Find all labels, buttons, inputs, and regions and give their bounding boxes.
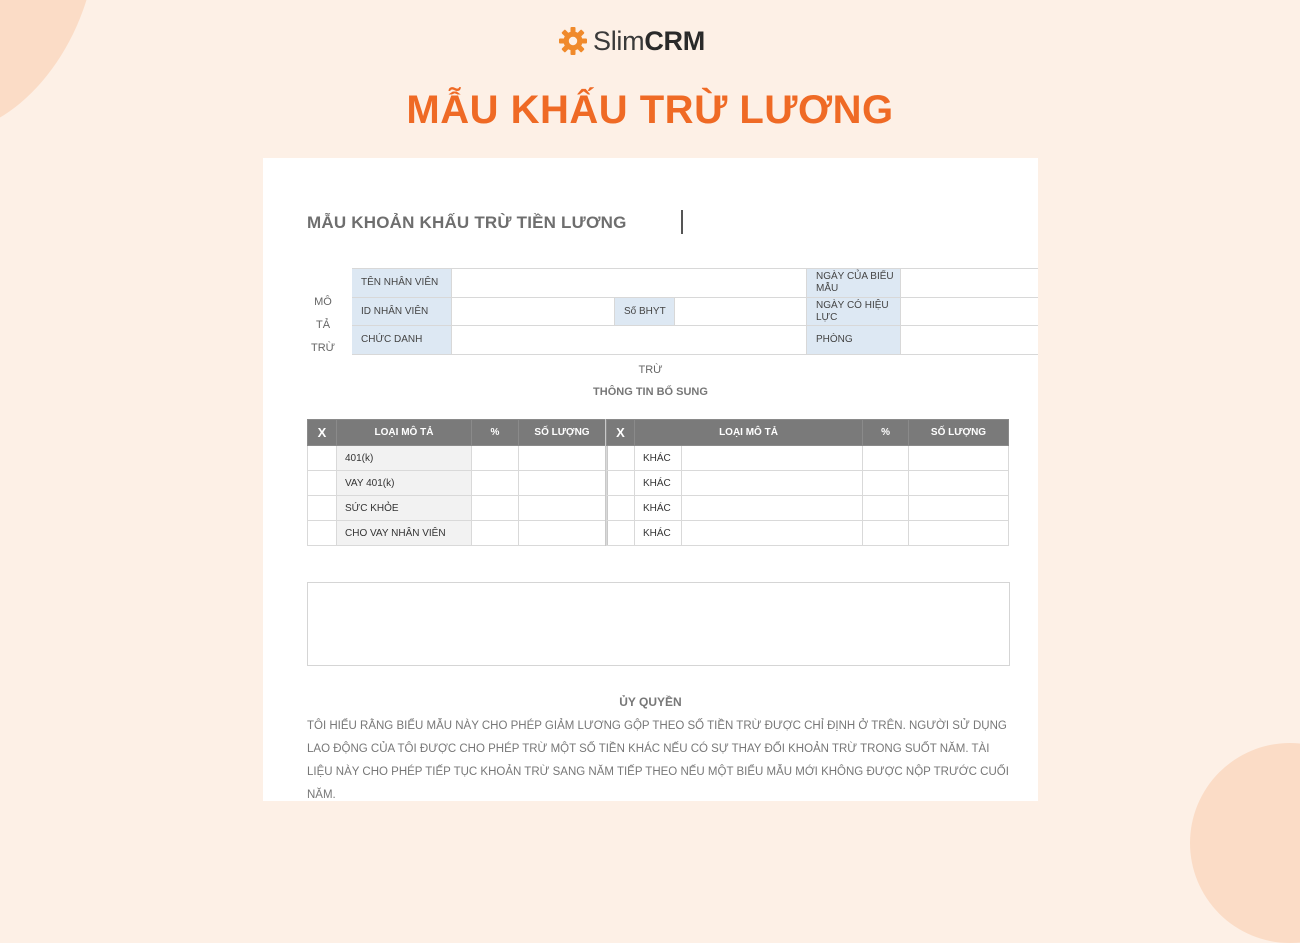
checkbox-cell[interactable] bbox=[308, 521, 337, 546]
column-header-percent: % bbox=[472, 420, 519, 446]
percent-cell[interactable] bbox=[472, 521, 519, 546]
form-date-input[interactable] bbox=[901, 269, 1038, 298]
amount-cell[interactable] bbox=[519, 496, 607, 521]
column-header-x: X bbox=[308, 420, 337, 446]
checkbox-cell[interactable] bbox=[607, 446, 635, 471]
effective-date-input[interactable] bbox=[901, 298, 1038, 326]
amount-cell[interactable] bbox=[519, 521, 607, 546]
brand-logo[interactable] bbox=[558, 24, 705, 58]
amount-cell[interactable] bbox=[909, 471, 1009, 496]
percent-cell[interactable] bbox=[472, 446, 519, 471]
deduction-type-cell: CHO VAY NHÂN VIÊN bbox=[337, 521, 472, 546]
percent-cell[interactable] bbox=[863, 521, 909, 546]
extra-info-label: THÔNG TIN BỔ SUNG bbox=[593, 386, 708, 398]
table-row bbox=[308, 521, 607, 546]
checkbox-cell[interactable] bbox=[308, 496, 337, 521]
amount-cell[interactable] bbox=[909, 496, 1009, 521]
deduction-type-cell: VAY 401(k) bbox=[337, 471, 472, 496]
deduction-type-cell: KHÁC bbox=[635, 521, 682, 546]
job-title-input[interactable] bbox=[452, 326, 807, 355]
amount-cell[interactable] bbox=[909, 446, 1009, 471]
checkbox-cell[interactable] bbox=[308, 471, 337, 496]
employee-id-input[interactable] bbox=[452, 298, 615, 326]
checkbox-cell[interactable] bbox=[607, 471, 635, 496]
table-row bbox=[607, 496, 1009, 521]
percent-cell[interactable] bbox=[863, 471, 909, 496]
column-header-type: LOẠI MÔ TẢ bbox=[635, 420, 863, 446]
deductions-table-left bbox=[307, 419, 608, 546]
form-date-label: NGÀY CỦA BIỂU MẪU bbox=[807, 269, 901, 298]
employee-id-label: ID NHÂN VIÊN bbox=[352, 298, 452, 326]
brand-suffix: CRM bbox=[644, 25, 705, 56]
brand-prefix: Slim bbox=[593, 25, 645, 56]
table-row bbox=[308, 496, 607, 521]
amount-cell[interactable] bbox=[909, 521, 1009, 546]
checkbox-cell[interactable] bbox=[308, 446, 337, 471]
column-header-percent: % bbox=[863, 420, 909, 446]
side-label-line: TRỪ bbox=[310, 342, 336, 354]
table-row bbox=[607, 521, 1009, 546]
percent-cell[interactable] bbox=[472, 496, 519, 521]
page-title: MẪU KHẤU TRỪ LƯƠNG bbox=[406, 88, 894, 132]
job-title-label: CHỨC DANH bbox=[352, 326, 452, 355]
column-header-x: X bbox=[607, 420, 635, 446]
authorization-text: TÔI HIỂU RẰNG BIỂU MẪU NÀY CHO PHÉP GIẢM LƯƠNG GỘP THEO SỐ TIỀN TRỪ ĐƯỢC CHỈ ĐỊNH Ở TRÊN. NGƯỜI SỬ DỤNG LAO ĐỘNG CỦA TÔI ĐƯỢC CHO PHÉP TRỪ MỘT SỐ TIỀN KHÁC NẾU CÓ SỰ THAY ĐỔI KHOẢN TRỪ TRONG SUỐT NĂM. TÀI LIỆU NÀY CHO PHÉP TIẾP TỤC KHOẢN TRỪ SANG NĂM TIẾP THEO NẾU MỘT BIỂU MẪU MỚI KHÔNG ĐƯỢC NỘP TRƯỚC CUỐI NĂM. bbox=[307, 720, 1009, 801]
brand-name bbox=[593, 26, 705, 57]
percent-cell[interactable] bbox=[863, 446, 909, 471]
employee-name-input[interactable] bbox=[452, 269, 807, 298]
form-document bbox=[263, 158, 1038, 801]
description-input-cell[interactable] bbox=[682, 446, 863, 471]
decor-blob-top-left bbox=[0, 0, 141, 171]
insurance-no-input[interactable] bbox=[675, 298, 807, 326]
deduction-type-cell: KHÁC bbox=[635, 496, 682, 521]
notes-textarea[interactable] bbox=[307, 582, 1010, 666]
authorization-title: ỦY QUYỀN bbox=[619, 695, 682, 709]
deduct-label: TRỪ bbox=[638, 364, 663, 376]
deduction-type-cell: SỨC KHỎE bbox=[337, 496, 472, 521]
side-label-line: MÔ bbox=[314, 296, 332, 308]
side-label-deduction-description bbox=[307, 291, 339, 360]
percent-cell[interactable] bbox=[472, 471, 519, 496]
effective-date-label: NGÀY CÓ HIỆU LỰC bbox=[807, 298, 901, 326]
department-input[interactable] bbox=[901, 326, 1038, 355]
employee-name-label: TÊN NHÂN VIÊN bbox=[352, 269, 452, 298]
document-title: MẪU KHOẢN KHẤU TRỪ TIỀN LƯƠNG bbox=[307, 213, 627, 232]
description-input-cell[interactable] bbox=[682, 496, 863, 521]
table-row bbox=[308, 446, 607, 471]
checkbox-cell[interactable] bbox=[607, 496, 635, 521]
table-row bbox=[308, 471, 607, 496]
gear-icon bbox=[558, 26, 588, 56]
text-cursor bbox=[681, 210, 683, 234]
deduction-type-cell: KHÁC bbox=[635, 446, 682, 471]
table-header-row bbox=[308, 420, 607, 446]
amount-cell[interactable] bbox=[519, 471, 607, 496]
percent-cell[interactable] bbox=[863, 496, 909, 521]
column-header-amount: SỐ LƯỢNG bbox=[909, 420, 1009, 446]
deduction-type-cell: 401(k) bbox=[337, 446, 472, 471]
description-input-cell[interactable] bbox=[682, 521, 863, 546]
amount-cell[interactable] bbox=[519, 446, 607, 471]
table-header-row bbox=[607, 420, 1009, 446]
description-input-cell[interactable] bbox=[682, 471, 863, 496]
column-header-type: LOẠI MÔ TẢ bbox=[337, 420, 472, 446]
side-label-line: TẢ bbox=[315, 319, 331, 331]
department-label: PHÒNG bbox=[807, 326, 901, 355]
table-row bbox=[607, 446, 1009, 471]
deductions-table-right bbox=[606, 419, 1009, 546]
decor-blob-bottom-right bbox=[1190, 743, 1300, 943]
employee-info-grid bbox=[352, 268, 1038, 355]
deduction-type-cell: KHÁC bbox=[635, 471, 682, 496]
table-row bbox=[607, 471, 1009, 496]
checkbox-cell[interactable] bbox=[607, 521, 635, 546]
insurance-no-label: Số BHYT bbox=[615, 298, 675, 326]
column-header-amount: SỐ LƯỢNG bbox=[519, 420, 607, 446]
